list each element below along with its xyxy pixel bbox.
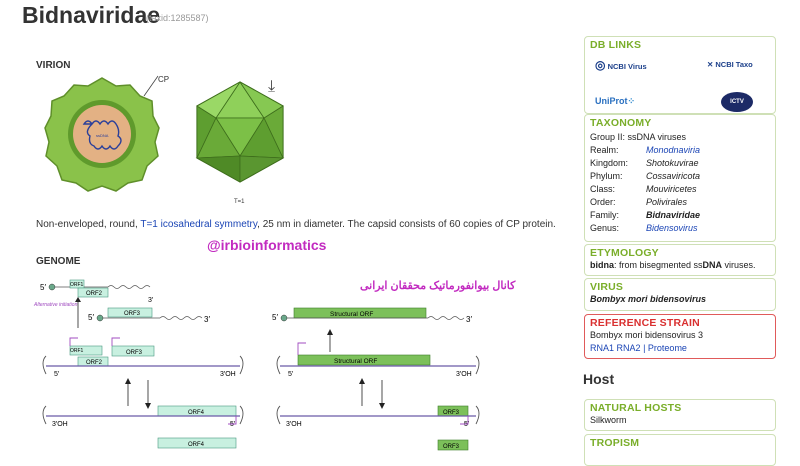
svg-text:Structural ORF: Structural ORF	[330, 311, 374, 318]
etymology-box	[584, 244, 776, 276]
reference-strain-heading: REFERENCE STRAIN	[590, 317, 700, 329]
natural-hosts-value: Silkworm	[590, 415, 627, 425]
genus-link[interactable]: Bidensovirus	[646, 223, 698, 233]
uniprot-link[interactable]: UniProt⁘	[595, 96, 636, 106]
rna1-link[interactable]: RNA1	[590, 343, 615, 353]
svg-text:ORF1: ORF1	[70, 348, 84, 354]
natural-hosts-heading: NATURAL HOSTS	[590, 402, 682, 414]
svg-text:3′: 3′	[204, 315, 210, 324]
svg-text:5′: 5′	[54, 371, 60, 378]
svg-text:ORF3: ORF3	[126, 350, 143, 356]
taxid-label: (taxid:1285587)	[146, 13, 209, 23]
svg-text:ORF4: ORF4	[188, 410, 205, 416]
taxonomy-heading: TAXONOMY	[590, 117, 652, 129]
virion-description: Non-enveloped, round, T=1 icosahedral symmetry, 25 nm in diameter. The capsid consists of 60 copies of CP protein.	[36, 219, 556, 230]
t1-symmetry-link[interactable]: T=1 icosahedral symmetry	[140, 219, 258, 230]
t-number-label: T=1	[234, 199, 245, 205]
host-heading: Host	[583, 371, 615, 387]
svg-text:5′: 5′	[230, 421, 236, 428]
etymology-text: bidna: from bisegmented ssDNA viruses.	[590, 260, 756, 270]
taxonomy-row: Realm: Monodnaviria	[590, 145, 701, 155]
ncbi-virus-icon: ◎	[595, 58, 606, 72]
reference-strain-name: Bombyx mori bidensovirus 3	[590, 330, 704, 340]
svg-text:3′: 3′	[148, 297, 154, 304]
taxonomy-group: Group II: ssDNA viruses	[590, 132, 687, 142]
virus-box	[584, 278, 776, 311]
taxonomy-box	[584, 114, 776, 242]
genome-diagram	[30, 272, 500, 452]
reference-strain-box	[584, 314, 776, 359]
download-icon[interactable]: ⤓	[268, 78, 276, 95]
virus-name: Bombyx mori bidensovirus	[590, 294, 707, 304]
taxonomy-row: Family: Bidnaviridae	[590, 210, 701, 220]
svg-text:ORF4: ORF4	[188, 442, 205, 448]
taxonomy-row: Phylum: Cossaviricota	[590, 171, 701, 181]
svg-text:5′: 5′	[272, 313, 278, 322]
watermark-handle: @irbioinformatics	[207, 237, 327, 253]
svg-text:3′OH: 3′OH	[220, 371, 236, 378]
ncbi-taxo-link[interactable]: ✕ NCBI Taxo	[707, 60, 753, 69]
tropism-box	[584, 434, 776, 466]
ictv-link[interactable]: ICTV	[721, 92, 753, 112]
uniprot-icon: ⁘	[627, 96, 636, 106]
taxonomy-row: Order: Polivirales	[590, 197, 688, 207]
capsid-cross-section	[30, 72, 180, 192]
svg-text:Alternative initiation: Alternative initiation	[34, 302, 78, 308]
svg-text:ORF3: ORF3	[124, 311, 141, 317]
svg-text:Structural ORF: Structural ORF	[334, 358, 378, 365]
proteome-link[interactable]: Proteome	[647, 343, 687, 353]
rna2-link[interactable]: RNA2	[616, 343, 641, 353]
svg-text:ORF2: ORF2	[86, 360, 103, 366]
svg-text:ORF1: ORF1	[70, 282, 84, 288]
svg-text:ORF3: ORF3	[443, 444, 460, 450]
cp-label: CP	[158, 75, 170, 84]
taxonomy-row: Class: Mouviricetes	[590, 184, 697, 194]
svg-text:ORF3: ORF3	[443, 410, 460, 416]
tropism-heading: TROPISM	[590, 437, 640, 449]
page-title: Bidnaviridae	[22, 2, 161, 28]
db-links-box	[584, 36, 776, 114]
svg-text:3′: 3′	[466, 315, 472, 324]
ncbi-taxo-icon: ✕	[707, 60, 714, 69]
db-links-heading: DB LINKS	[590, 39, 642, 51]
svg-text:3′OH: 3′OH	[456, 371, 472, 378]
virus-heading: VIRUS	[590, 281, 624, 293]
watermark-channel: کانال بیوانفورماتیک محققان ایرانی	[360, 280, 516, 292]
taxonomy-row: Kingdom: Shotokuvirae	[590, 158, 699, 168]
ssdna-label: ssDNA	[96, 133, 109, 138]
link-separator: |	[643, 343, 646, 353]
realm-link[interactable]: Monodnaviria	[646, 145, 701, 155]
etymology-heading: ETYMOLOGY	[590, 247, 659, 259]
svg-text:5′: 5′	[288, 371, 294, 378]
svg-text:5′: 5′	[40, 283, 46, 292]
taxonomy-row: Genus: Bidensovirus	[590, 223, 698, 233]
svg-text:ORF2: ORF2	[86, 291, 103, 297]
svg-text:5′: 5′	[464, 421, 470, 428]
svg-text:3′OH: 3′OH	[286, 421, 302, 428]
natural-hosts-box	[584, 399, 776, 431]
virion-heading: VIRION	[36, 60, 71, 71]
svg-text:5′: 5′	[88, 313, 94, 322]
ncbi-virus-link[interactable]: ◎ NCBI Virus	[595, 58, 647, 72]
svg-text:3′OH: 3′OH	[52, 421, 68, 428]
genome-heading: GENOME	[36, 256, 81, 267]
